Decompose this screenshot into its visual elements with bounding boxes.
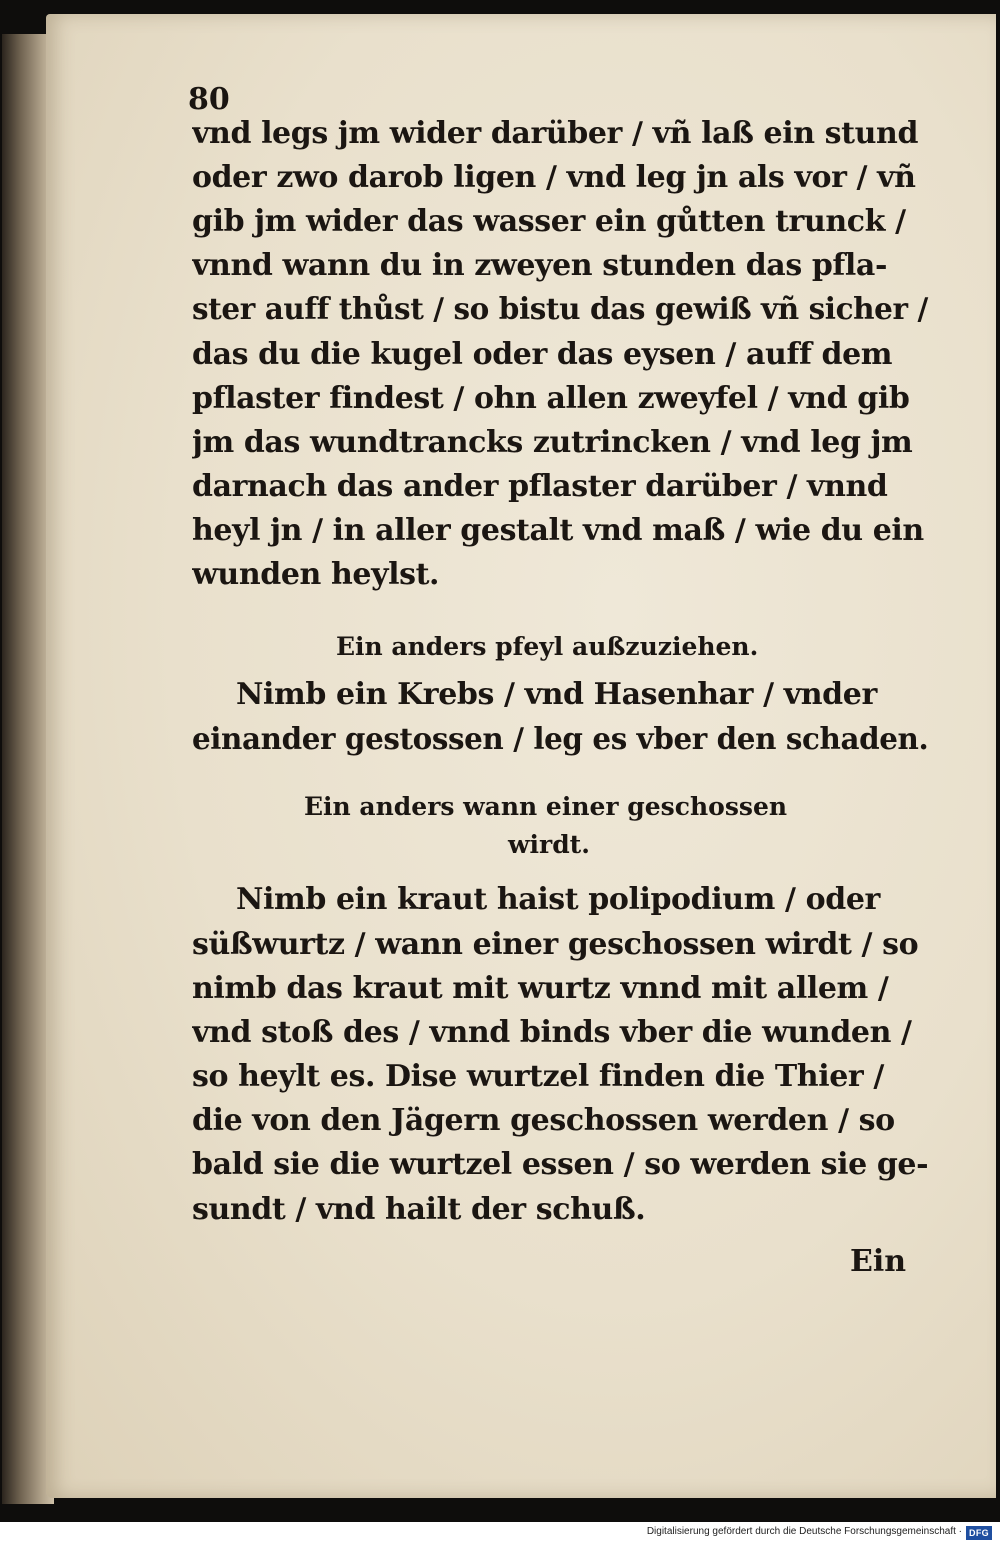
text-line: wunden heylst.: [192, 557, 440, 592]
text-line: jm das wundtrancks zutrincken / vnd leg jm: [192, 425, 913, 460]
text-line: bald sie die wurtzel essen / so werden sie ge-: [192, 1147, 928, 1182]
text-line: heyl jn / in aller gestalt vnd maß / wie du ein: [192, 513, 924, 548]
footer-credit: Digitalisierung gefördert durch die Deutsche Forschungsgemeinschaft ·: [646, 1526, 962, 1537]
text-line: ster auff thůst / so bistu das gewiß vñ sicher /: [192, 292, 928, 327]
text-line: vnd legs jm wider darüber / vñ laß ein stund: [192, 116, 919, 151]
text-line: darnach das ander pflaster darüber / vnnd: [192, 469, 888, 504]
text-line: süßwurtz / wann einer geschossen wirdt / so: [192, 927, 919, 962]
text-line: einander gestossen / leg es vber den schaden.: [192, 722, 929, 757]
text-line: oder zwo darob ligen / vnd leg jn als vor / vñ: [192, 160, 916, 195]
text-line: pflaster findest / ohn allen zweyfel / vnd gib: [192, 381, 910, 416]
page-number: 80: [188, 82, 230, 117]
text-line: Nimb ein kraut haist polipodium / oder: [236, 882, 880, 917]
section-heading: Ein anders pfeyl außzuziehen.: [336, 632, 759, 661]
text-line: nimb das kraut mit wurtz vnnd mit allem /: [192, 971, 889, 1006]
section-heading-continued: wirdt.: [508, 830, 590, 859]
text-line: das du die kugel oder das eysen / auff dem: [192, 337, 893, 372]
text-line: sundt / vnd hailt der schuß.: [192, 1192, 646, 1227]
text-line: vnnd wann du in zweyen stunden das pfla-: [192, 248, 888, 283]
text-line: so heylt es. Dise wurtzel finden die Thier /: [192, 1059, 884, 1094]
catchword: Ein: [850, 1244, 907, 1279]
text-line: die von den Jägern geschossen werden / so: [192, 1103, 895, 1138]
text-line: Nimb ein Krebs / vnd Hasenhar / vnder: [236, 677, 877, 712]
text-line: vnd stoß des / vnnd binds vber die wunden /: [192, 1015, 912, 1050]
dfg-logo: DFG: [966, 1526, 992, 1540]
text-line: gib jm wider das wasser ein gůtten trunck /: [192, 204, 906, 239]
section-heading: Ein anders wann einer geschossen: [304, 792, 788, 821]
